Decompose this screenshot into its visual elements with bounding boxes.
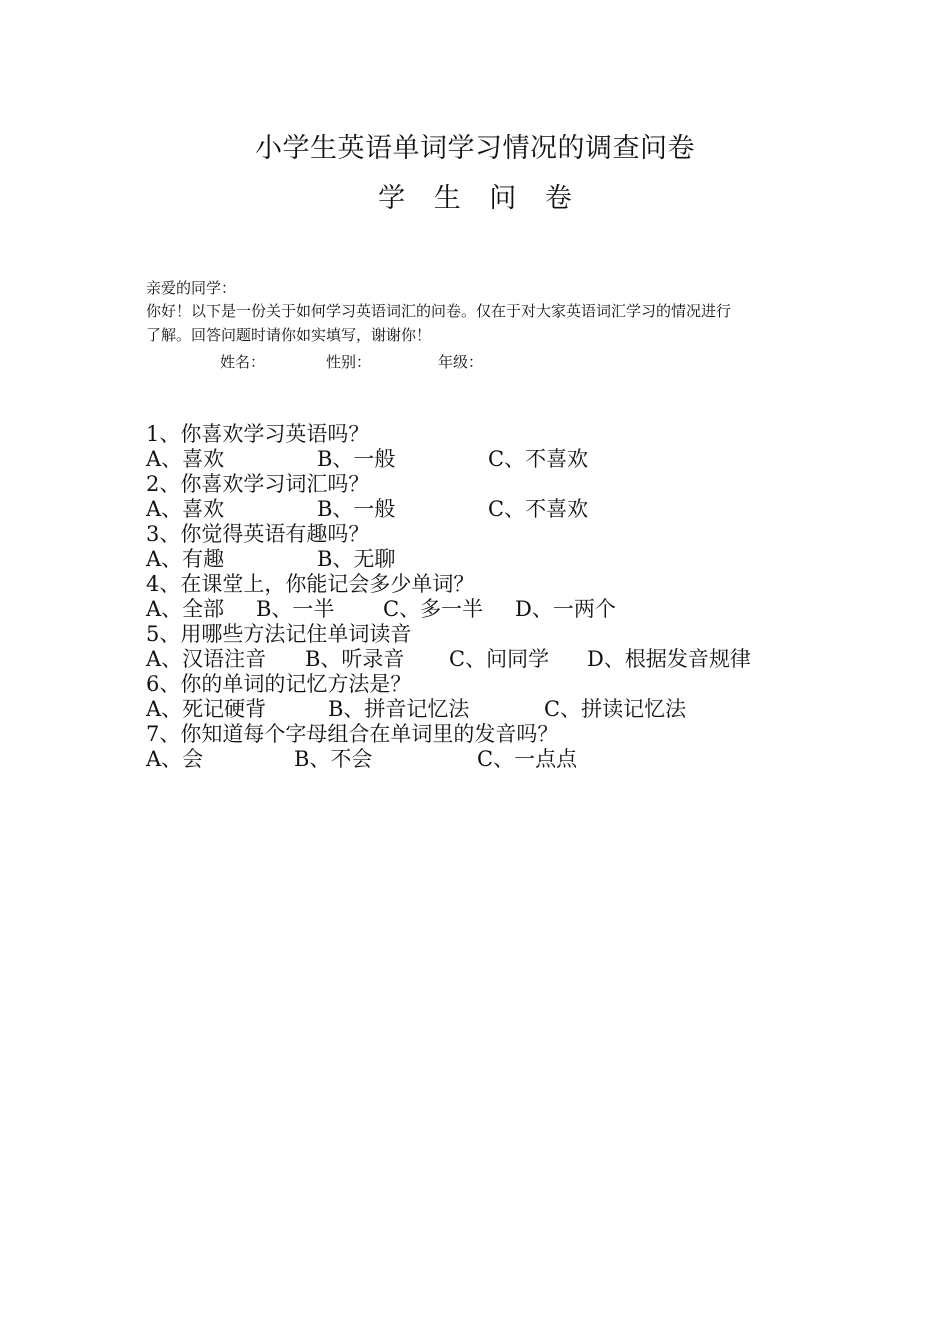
grade-field-label[interactable]: 年级： <box>438 353 484 371</box>
name-field-label[interactable]: 姓名： <box>220 353 266 371</box>
q1-option-a[interactable]: A、喜欢 <box>146 447 225 471</box>
q4-option-c[interactable]: C、多一半 <box>383 597 484 621</box>
question-list <box>146 422 826 772</box>
intro-line-1: 你好！以下是一份关于如何学习英语词汇的问卷。仅在于对大家英语词汇学习的情况进行 <box>146 302 732 320</box>
q4-option-b[interactable]: B、一半 <box>256 597 335 621</box>
question-7-options <box>146 747 826 772</box>
gender-field-label[interactable]: 性别： <box>326 353 372 371</box>
q6-option-a[interactable]: A、死记硬背 <box>146 697 267 721</box>
q7-option-a[interactable]: A、会 <box>146 747 204 771</box>
page-subtitle: 学 生 问 卷 <box>378 183 582 214</box>
q5-option-a[interactable]: A、汉语注音 <box>146 647 267 671</box>
info-fields <box>146 350 816 374</box>
question-2-options <box>146 497 826 522</box>
question-5-options <box>146 647 826 672</box>
q5-option-d[interactable]: D、根据发音规律 <box>587 647 751 671</box>
question-1-options <box>146 447 826 472</box>
q1-option-c[interactable]: C、不喜欢 <box>488 447 589 471</box>
question-3-options <box>146 547 826 572</box>
q2-option-c[interactable]: C、不喜欢 <box>488 497 589 521</box>
page-title: 小学生英语单词学习情况的调查问卷 <box>255 133 695 164</box>
q6-option-c[interactable]: C、拼读记忆法 <box>544 697 687 721</box>
intro-line-2: 了解。回答问题时请你如实填写，谢谢你！ <box>146 326 432 344</box>
intro-body <box>146 299 816 347</box>
question-1: 1、你喜欢学习英语吗？ <box>146 422 370 446</box>
question-3: 3、你觉得英语有趣吗？ <box>146 522 370 546</box>
q3-option-b[interactable]: B、无聊 <box>317 547 396 571</box>
question-5: 5、用哪些方法记住单词读音 <box>146 622 412 646</box>
q7-option-c[interactable]: C、一点点 <box>477 747 578 771</box>
question-6-options <box>146 697 826 722</box>
q7-option-b[interactable]: B、不会 <box>294 747 373 771</box>
question-4-options <box>146 597 826 622</box>
question-7: 7、你知道每个字母组合在单词里的发音吗？ <box>146 722 559 746</box>
greeting-text: 亲爱的同学： <box>146 279 237 297</box>
q6-option-b[interactable]: B、拼音记忆法 <box>328 697 470 721</box>
q2-option-a[interactable]: A、喜欢 <box>146 497 225 521</box>
question-2: 2、你喜欢学习词汇吗？ <box>146 472 370 496</box>
q2-option-b[interactable]: B、一般 <box>317 497 396 521</box>
question-4: 4、在课堂上，你能记会多少单词？ <box>146 572 475 596</box>
q5-option-c[interactable]: C、问同学 <box>449 647 550 671</box>
q4-option-a[interactable]: A、全部 <box>146 597 225 621</box>
q1-option-b[interactable]: B、一般 <box>317 447 396 471</box>
intro-greeting <box>146 276 816 300</box>
q4-option-d[interactable]: D、一两个 <box>515 597 616 621</box>
q3-option-a[interactable]: A、有趣 <box>146 547 225 571</box>
q5-option-b[interactable]: B、听录音 <box>305 647 405 671</box>
question-6: 6、你的单词的记忆方法是？ <box>146 672 412 696</box>
